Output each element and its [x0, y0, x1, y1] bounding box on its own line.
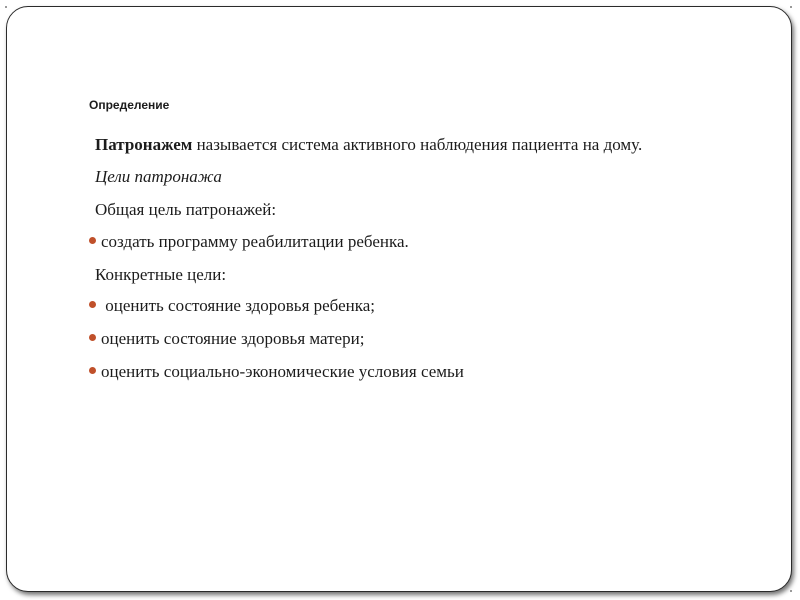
corner-mark: [790, 590, 792, 592]
slide-title: Определение: [89, 98, 170, 112]
bullet-icon: [89, 301, 96, 308]
list-item: оценить социально-экономические условия семьи: [101, 362, 464, 381]
definition-text: называется система активного наблюдения пациента на дому.: [192, 135, 643, 154]
specific-goals-label: Конкретные цели:: [95, 265, 227, 284]
list-item: оценить состояние здоровья матери;: [101, 329, 365, 348]
list-item: оценить состояние здоровья ребенка;: [101, 296, 376, 315]
list-item: создать программу реабилитации ребенка.: [101, 232, 409, 251]
definition-line: [95, 135, 642, 155]
goals-heading: Цели патронажа: [95, 167, 222, 186]
general-goal-label: Общая цель патронажей:: [95, 200, 277, 219]
corner-mark: [790, 6, 792, 8]
bullet-icon: [89, 237, 96, 244]
bullet-icon: [89, 334, 96, 341]
bullet-icon: [89, 367, 96, 374]
corner-mark: [5, 6, 7, 8]
definition-term: Патронажем: [95, 135, 193, 154]
